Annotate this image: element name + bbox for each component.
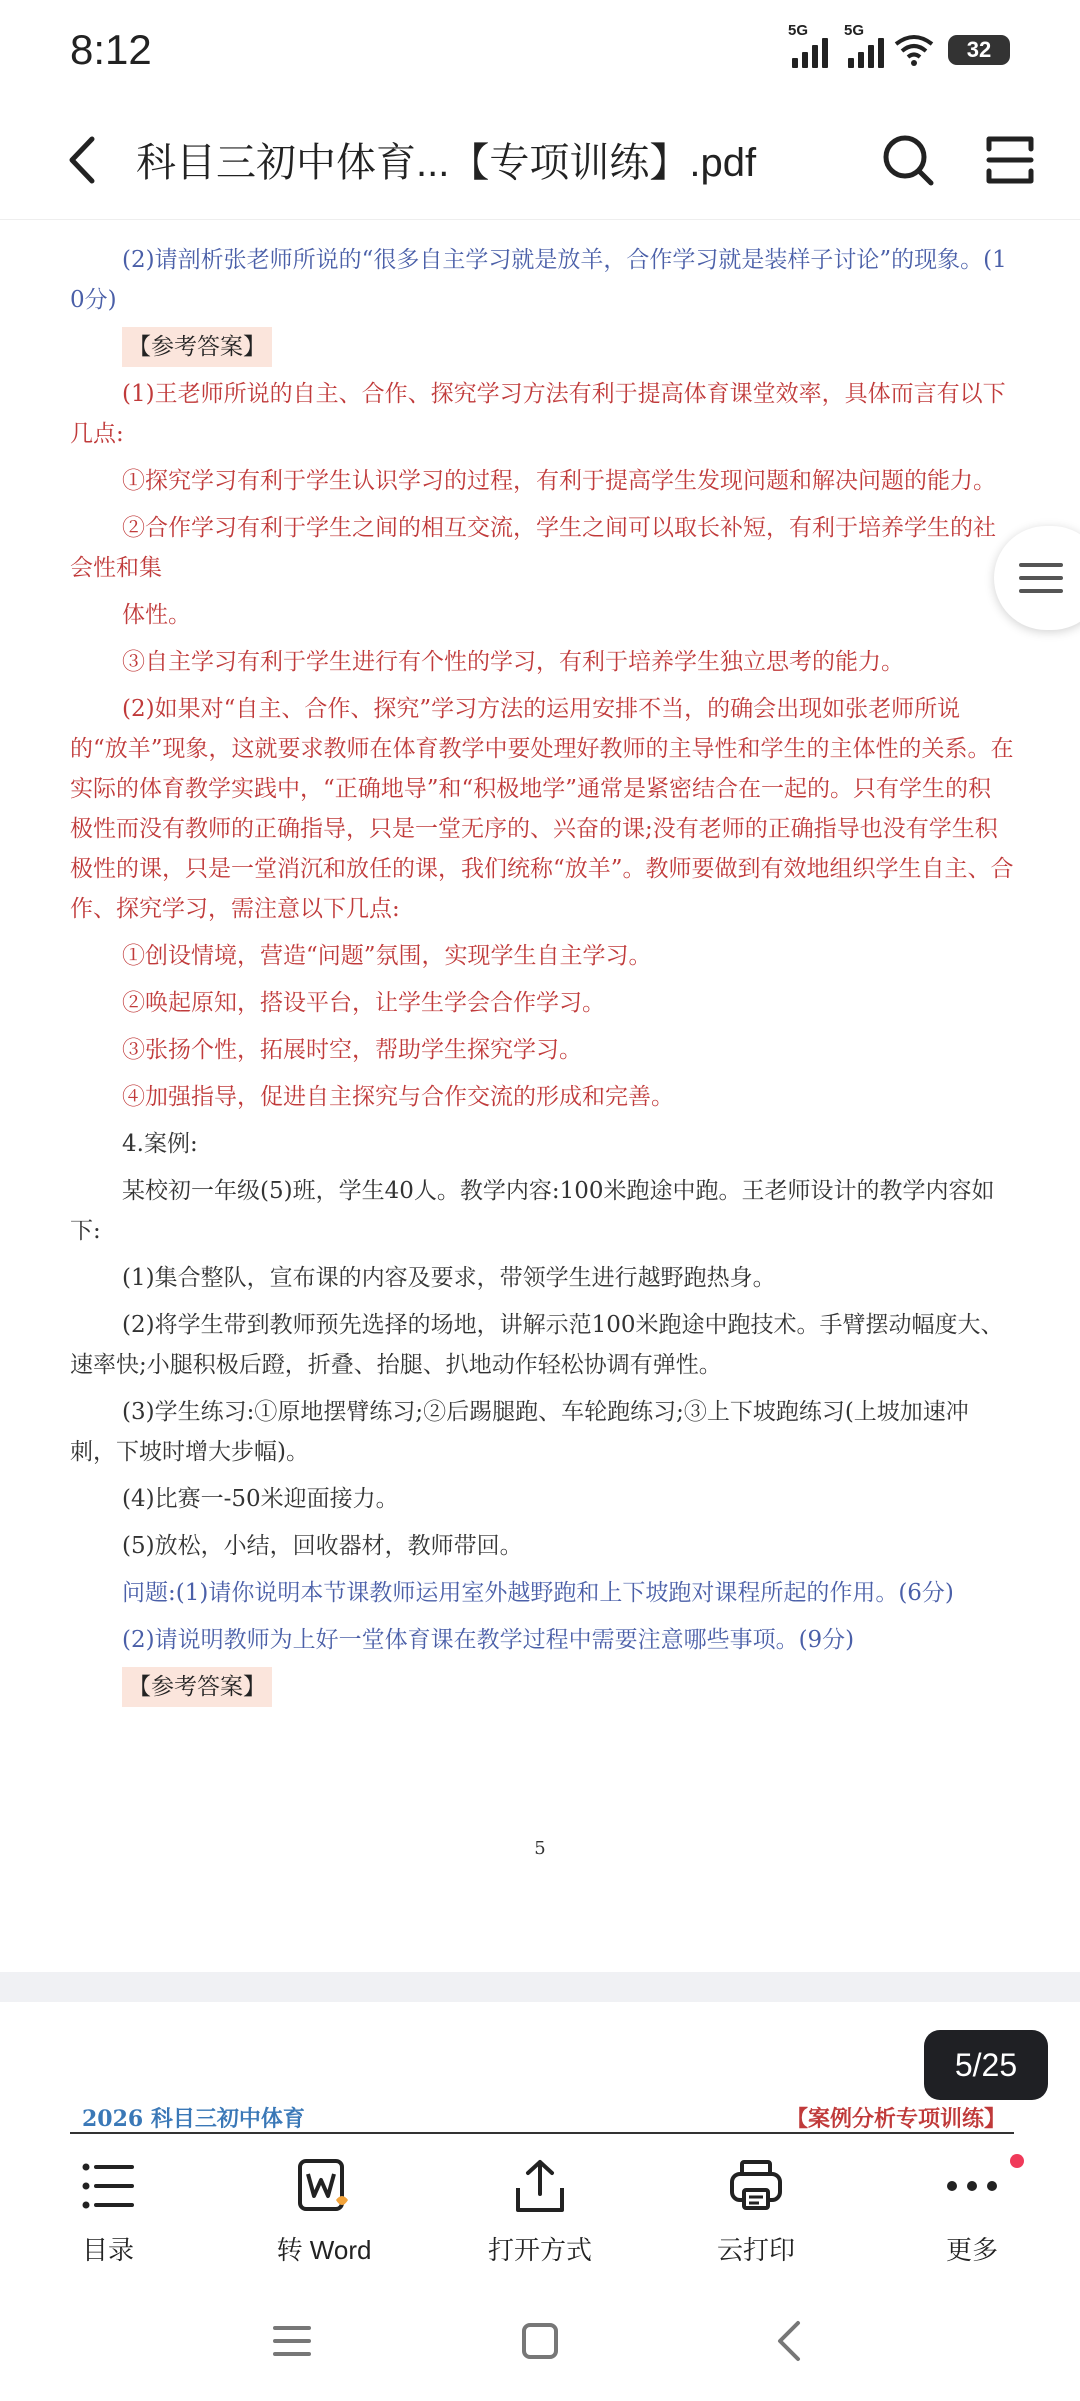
system-nav-bar [0,2280,1080,2401]
status-bar [0,0,1080,100]
question-text: (2)请说明教师为上好一堂体育课在教学过程中需要注意哪些事项。(9分) [122,1627,855,1653]
network-type-label: 5G [788,22,809,39]
page-indicator [924,2030,1048,2100]
menu-icon [1018,560,1064,596]
home-icon [520,2321,560,2361]
word-convert-icon [296,2158,352,2214]
answer-text: ①探究学习有利于学生认识学习的过程，有利于提高学生发现问题和解决问题的能力。 [122,468,996,494]
wifi-icon [894,34,934,66]
back-arrow-icon [66,135,96,185]
document-title: 科目三初中体育...【专项训练】.pdf [136,141,757,185]
reading-mode-icon [983,133,1037,187]
signal-icon [844,22,884,68]
case-text: (4)比赛一-50米迎面接力。 [122,1486,399,1512]
status-icons [788,22,1010,68]
answer-text: ③自主学习有利于学生进行有个性的学习，有利于培养学生独立思考的能力。 [122,649,904,675]
case-text: (3)学生练习:①原地摆臂练习;②后踢腿跑、车轮跑练习;③上下坡跑练习(上坡加速冲刺，下坡时增大步幅)。 [70,1399,969,1465]
cloud-print-button[interactable] [648,2140,864,2280]
case-text: 某校初一年级(5)班，学生40人。教学内容:100米跑途中跑。王老师设计的教学内容如下: [70,1178,995,1244]
page-footer-left: 2026 科目三初中体育 [82,2106,305,2132]
list-icon [80,2161,136,2211]
answer-text: ②合作学习有利于学生之间的相互交流，学生之间可以取长补短，有利于培养学生的社会性和集 [70,515,996,581]
recents-button[interactable] [268,2317,316,2365]
reading-mode-button[interactable] [980,130,1040,190]
battery-level: 32 [966,37,992,62]
bottom-toolbar [0,2140,1080,2280]
network-type-label: 5G [844,22,865,39]
search-icon [881,133,935,187]
notification-dot [1010,2154,1024,2168]
case-text: (2)将学生带到教师预先选择的场地，讲解示范100米跑途中跑技术。手臂摆动幅度大、速率快;小腿积极后蹬，折叠、抬腿、扒地动作轻松协调有弹性。 [70,1312,1004,1378]
answer-text: ①创设情境，营造“问题”氛围，实现学生自主学习。 [122,943,652,969]
open-with-button[interactable] [432,2140,648,2280]
signal-icon [788,22,828,68]
case-text: (1)集合整队，宣布课的内容及要求，带领学生进行越野跑热身。 [122,1265,776,1291]
back-nav-button[interactable] [764,2317,812,2365]
case-heading: 4.案例: [122,1131,198,1157]
answer-text: ③张扬个性，拓展时空，帮助学生探究学习。 [122,1037,582,1063]
page-indicator-text: 5/25 [954,2046,1018,2083]
footer-divider [70,2132,1014,2134]
answer-label: 【参考答案】 [122,327,272,367]
case-text: (5)放松，小结，回收器材，教师带回。 [122,1533,523,1559]
toolbar-label: 更多 [945,2235,998,2265]
question-text: 问题:(1)请你说明本节课教师运用室外越野跑和上下坡跑对课程所起的作用。(6分) [122,1580,954,1606]
recents-icon [272,2323,312,2359]
page-content [70,240,1014,1714]
status-time: 8:12 [70,26,152,73]
answer-text: (2)如果对“自主、合作、探究”学习方法的运用安排不当，的确会出现如张老师所说的“放羊”现象，这就要求教师在体育教学中要处理好教师的主导性和学生的主体性的关系。在实际的体育教学实践中，“正确地导”和“积极地学”通常是紧密结合在一起的。只有学生的积极性而没有教师的正确指导，只是一堂无序的、兴奋的课;没有老师的正确指导也没有学生积极性的课，只是一堂消沉和放任的课，我们统称“放羊”。教师要做到有效地组织学生自主、合作、探究学习，需注意以下几点: [70,696,1014,922]
answer-text: 体性。 [122,602,191,628]
toolbar-label: 目录 [81,2235,134,2265]
page-footer-right: 【案例分析专项训练】 [785,2106,1006,2132]
toc-button[interactable] [0,2140,216,2280]
back-nav-icon [774,2319,802,2363]
app-header [0,100,1080,220]
toolbar-label: 云打印 [716,2235,795,2265]
toolbar-label: 打开方式 [487,2235,592,2265]
pdf-page[interactable] [0,222,1080,1972]
question-text: (2)请剖析张老师所说的“很多自主学习就是放羊，合作学习就是装样子讨论”的现象。(10分) [70,247,1007,313]
convert-word-button[interactable] [216,2140,432,2280]
battery-icon [948,35,1010,65]
page-number: 5 [534,1838,546,1859]
answer-text: ④加强指导，促进自主探究与合作交流的形成和完善。 [122,1084,674,1110]
answer-text: ②唤起原知，搭设平台，让学生学会合作学习。 [122,990,605,1016]
back-button[interactable] [56,130,106,190]
more-icon [944,2176,1000,2196]
home-button[interactable] [516,2317,564,2365]
share-icon [512,2158,568,2214]
page-separator [0,1972,1080,2002]
toolbar-label: 转 Word [276,2235,372,2265]
answer-text: (1)王老师所说的自主、合作、探究学习方法有利于提高体育课堂效率，具体而言有以下几点: [70,381,1006,447]
search-button[interactable] [878,130,938,190]
next-pdf-page[interactable] [0,2002,1080,2142]
answer-label: 【参考答案】 [122,1667,272,1707]
more-button[interactable] [864,2140,1080,2280]
printer-icon [728,2158,784,2214]
